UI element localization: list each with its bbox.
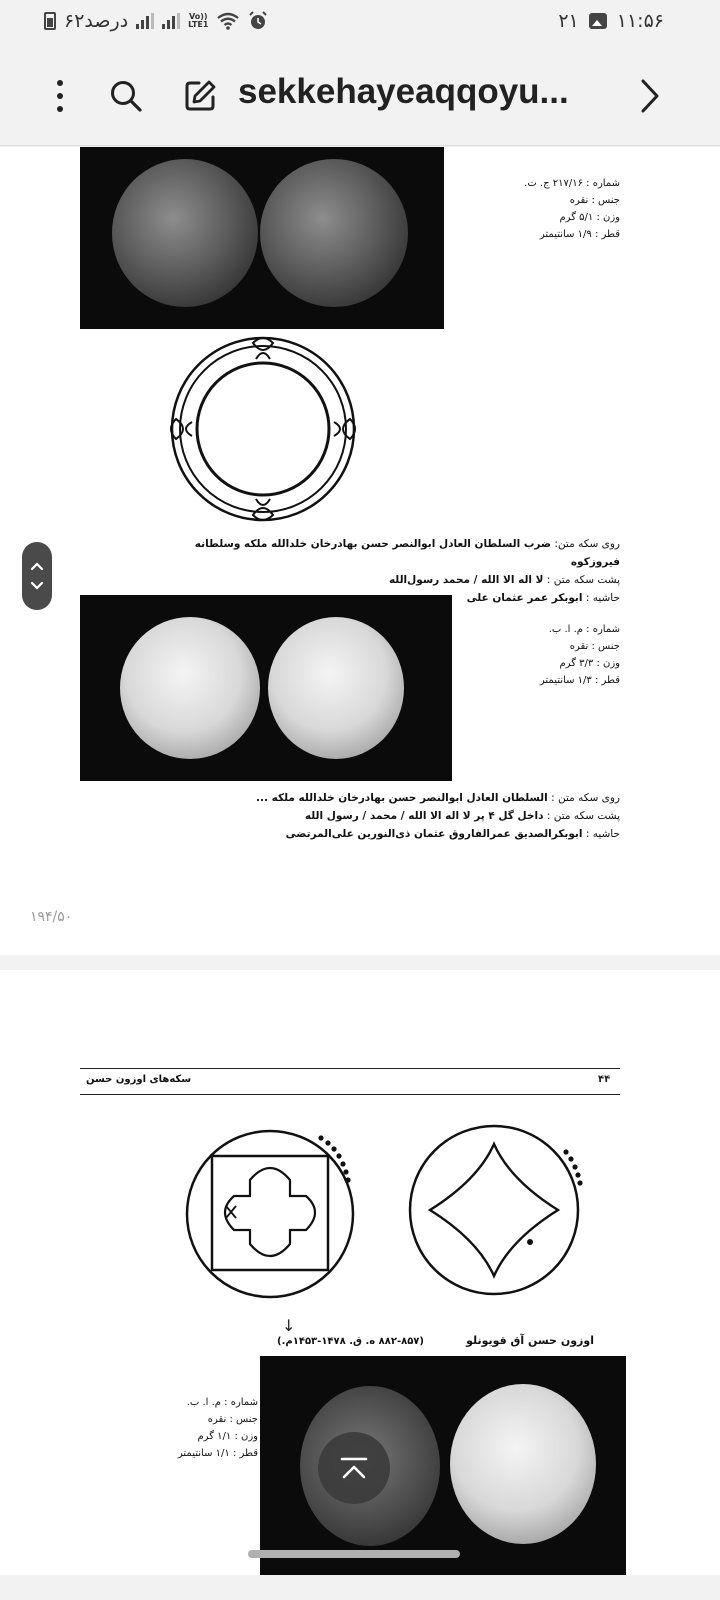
volte-icon: Vo)) LTE1 — [188, 12, 209, 29]
coin-3-material: جنس : نقره — [207, 1414, 258, 1425]
document-title: sekkehayeaqqoyu... — [238, 72, 569, 111]
coin-1-reverse — [260, 159, 408, 307]
obverse-label-2: روی سکه متن : — [551, 792, 620, 804]
page-scroll-control[interactable] — [22, 542, 52, 610]
battery-icon — [44, 12, 56, 30]
coin-2-material: جنس : نقره — [569, 641, 620, 652]
more-options-button[interactable] — [38, 74, 82, 118]
search-icon — [109, 79, 143, 113]
signal-icon — [136, 13, 154, 29]
coin-photo-3 — [260, 1356, 626, 1575]
header-rule-top — [80, 1068, 620, 1069]
coin-1-meta — [460, 175, 620, 243]
page-header-number: ۴۴ — [598, 1074, 611, 1085]
battery-text: ۶۲درصد — [64, 10, 129, 32]
coin-2-obverse — [120, 617, 260, 759]
edit-button[interactable] — [178, 74, 222, 118]
gallery-icon — [589, 13, 607, 29]
coin-1-material: جنس : نقره — [569, 195, 620, 206]
page-number: ۱۹۴/۵۰ — [30, 909, 73, 925]
coin-3-number: شماره : م. ا. ب. — [186, 1397, 258, 1408]
notification-count: ۲۱ — [558, 10, 579, 32]
coin-2-weight: وزن : ۳/۳ گرم — [559, 658, 620, 669]
chevron-down-icon[interactable] — [30, 581, 44, 591]
obverse-text: ضرب السلطان العادل ابوالنصر حسن بهادرخان خلدالله ملکه وسلطانه فیروزکوه — [194, 538, 620, 568]
chevron-up-icon[interactable] — [30, 561, 44, 571]
coin-2-diameter: قطر : ۱/۳ سانتیمتر — [539, 675, 620, 686]
obverse-text-2: السلطان العادل ابوالنصر حسن بهادرخان خلدالله ملکه ... — [255, 792, 548, 804]
coin-diagram-square — [184, 1128, 364, 1300]
coin-3-weight: وزن : ۱/۱ گرم — [197, 1431, 258, 1442]
back-to-top-button[interactable] — [318, 1432, 390, 1504]
reverse-label: پشت سکه متن : — [546, 574, 620, 586]
reverse-text-2: داخل گل ۴ پر لا اله الا الله / محمد / رسول الله — [304, 810, 544, 822]
coin-1-obverse — [112, 159, 258, 307]
arrow-up-icon — [339, 1456, 369, 1480]
coin-diagram-quatrefoil — [408, 1122, 590, 1298]
more-vert-icon — [55, 79, 65, 113]
wifi-icon — [216, 12, 240, 30]
coin-photo-2 — [80, 595, 452, 781]
page-header-title: سکه‌های اوزون حسن — [86, 1074, 192, 1085]
search-button[interactable] — [104, 74, 148, 118]
chevron-right-icon — [639, 78, 661, 114]
margin-text-2: ابوبکرالصدیق عمرالفاروق عثمان ذی‌النورین علی‌المرتضی — [285, 828, 583, 840]
coin-1-diameter: قطر : ۱/۹ سانتیمتر — [539, 229, 620, 240]
coin-3-reverse — [450, 1384, 596, 1544]
top-app-bar — [0, 46, 720, 146]
edit-icon — [182, 78, 218, 114]
home-indicator[interactable] — [248, 1550, 460, 1558]
status-right-group — [558, 10, 664, 32]
status-bar — [0, 0, 720, 46]
coin-1-weight: وزن : ۵/۱ گرم — [559, 212, 620, 223]
margin-text: ابوبکر عمر عثمان علی — [466, 592, 583, 604]
coin-2-meta — [460, 621, 620, 689]
arrow-marker: ↓ — [282, 1316, 296, 1335]
status-left-group — [44, 10, 268, 32]
coin-3-diameter: قطر : ۱/۱ سانتیمتر — [177, 1448, 258, 1459]
coin-2-caption — [220, 789, 620, 843]
clock: ۱۱:۵۶ — [616, 10, 664, 32]
coin-ring-diagram — [168, 335, 358, 523]
margin-label: حاشیه : — [585, 592, 620, 604]
coin-photo-1 — [80, 147, 444, 329]
coin-2-number: شماره : م. ا. ب. — [548, 624, 620, 635]
document-page-1 — [0, 147, 720, 955]
reverse-text: لا اله الا الله / محمد رسول‌الله — [388, 574, 544, 586]
alarm-icon — [248, 11, 268, 31]
obverse-label: روی سکه متن: — [554, 538, 620, 550]
ruler-dates: (۸۸۲-۸۵۷ ه. ق. ۱۴۷۸-۱۴۵۳م.) — [277, 1336, 424, 1347]
signal-icon-2 — [162, 13, 180, 29]
reverse-label-2: پشت سکه متن : — [546, 810, 620, 822]
ruler-title: اوزون حسن آق قویونلو — [466, 1334, 594, 1347]
forward-button[interactable] — [628, 74, 672, 118]
margin-label-2: حاشیه : — [585, 828, 620, 840]
coin-3-meta — [150, 1394, 258, 1462]
coin-2-reverse — [268, 617, 404, 759]
coin-1-number: شماره : ۲۱۷/۱۶ ج. ت. — [524, 178, 620, 189]
header-rule-bottom — [80, 1094, 620, 1095]
